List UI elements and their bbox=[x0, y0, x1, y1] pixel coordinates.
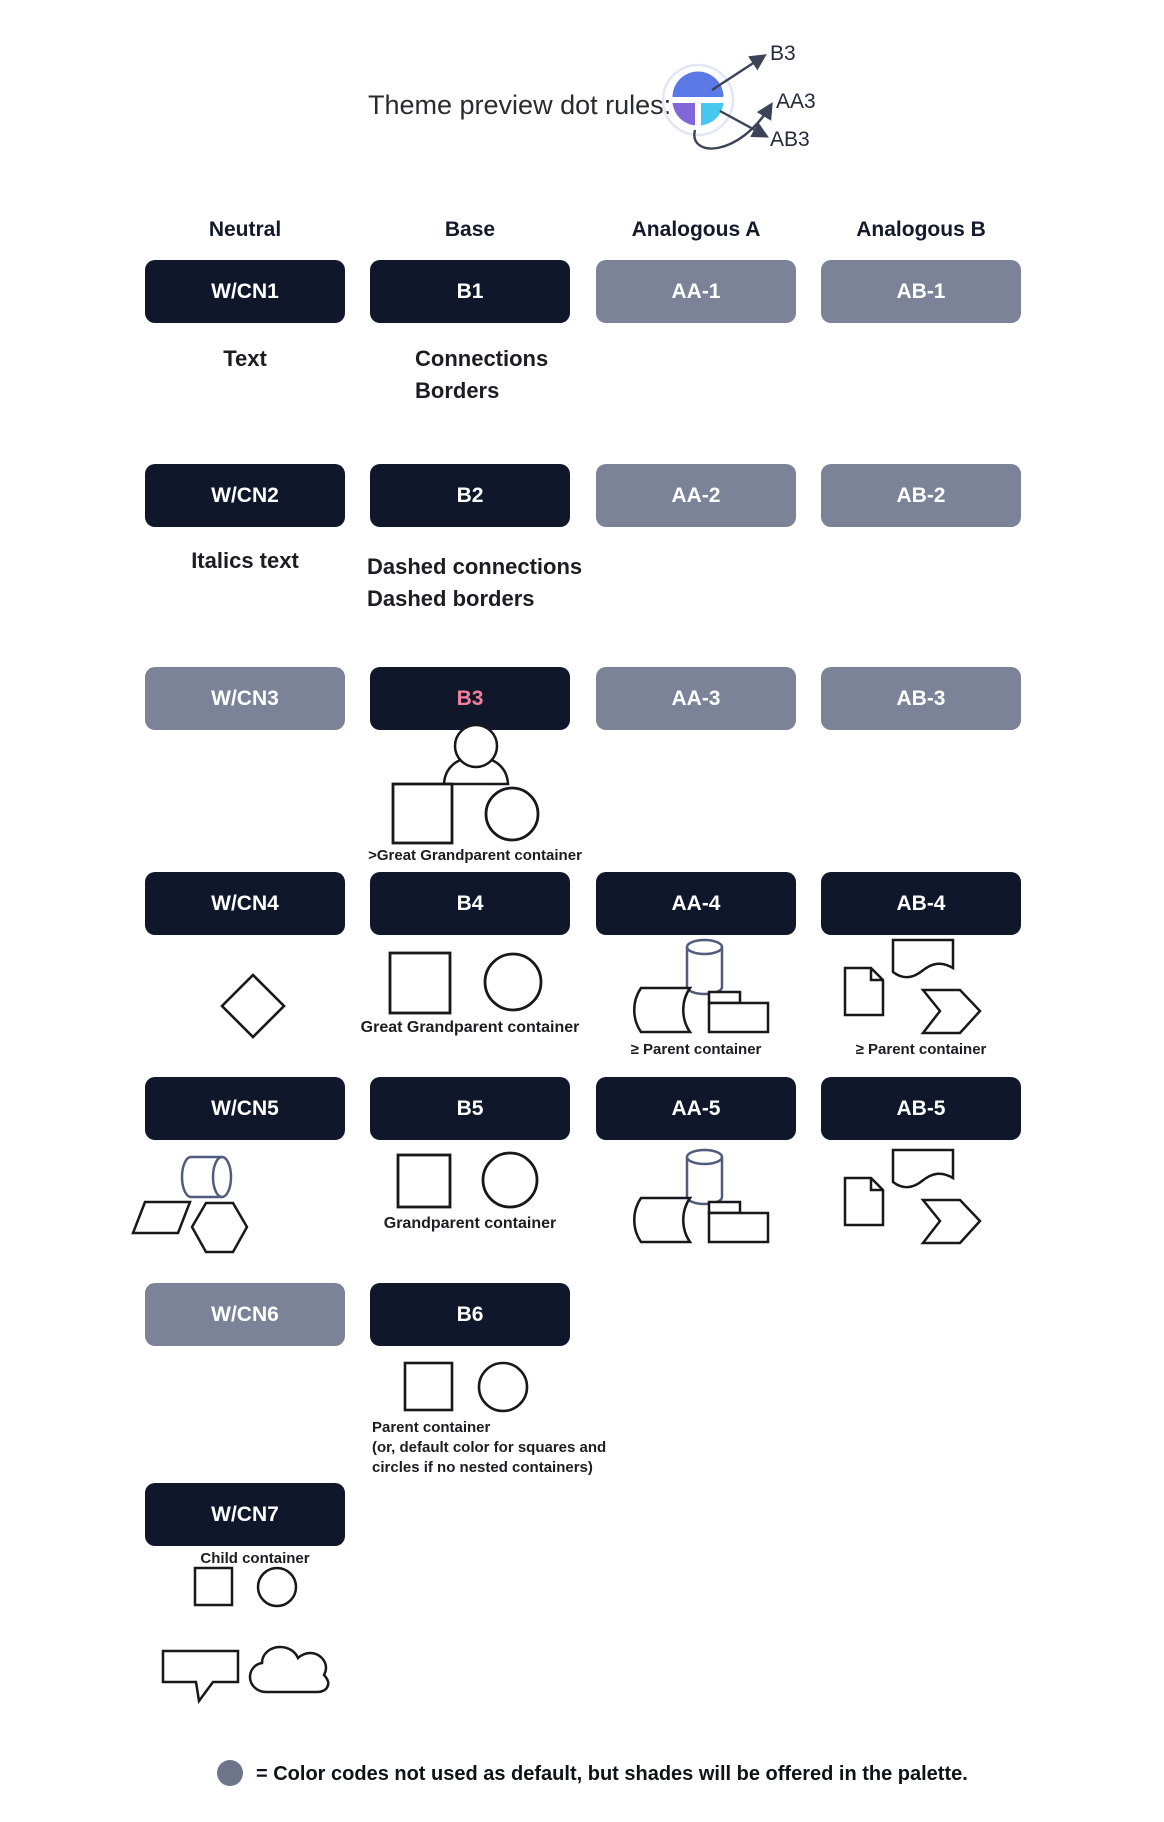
document-shape bbox=[893, 1150, 953, 1187]
stored-data-shape bbox=[634, 1198, 690, 1242]
pill-label: B5 bbox=[456, 1096, 484, 1120]
pill-aa1 bbox=[596, 260, 796, 323]
hexagon-shape bbox=[192, 1203, 247, 1252]
circle-shape bbox=[258, 1568, 296, 1606]
caption-child-container: Child container bbox=[200, 1550, 310, 1567]
caption-grandparent: Grandparent container bbox=[383, 1215, 557, 1232]
card-shape bbox=[709, 1003, 768, 1032]
pill-label: AA-3 bbox=[671, 686, 721, 710]
pill-label: W/CN2 bbox=[211, 483, 279, 507]
circle-shape bbox=[485, 954, 541, 1010]
caption-italics-text: Italics text bbox=[191, 548, 299, 573]
cylinder-top-icon bbox=[687, 940, 722, 954]
caption-great-grandparent-gt: >Great Grandparent container bbox=[368, 847, 582, 864]
column-header-neutral: Neutral bbox=[208, 218, 282, 241]
pill-b5 bbox=[370, 1077, 570, 1140]
caption-parent-a: ≥ Parent container bbox=[630, 1041, 762, 1058]
tab-shape bbox=[709, 992, 740, 1003]
caption-line: Borders bbox=[415, 378, 500, 403]
b5-shapes-group bbox=[390, 1150, 555, 1212]
pill-label: AB-2 bbox=[896, 483, 946, 507]
pill-label: AB-4 bbox=[896, 891, 946, 915]
horizontal-cylinder-end-icon bbox=[213, 1157, 231, 1197]
pill-aa2 bbox=[596, 464, 796, 527]
pill-ab4 bbox=[821, 872, 1021, 935]
column-header-analogous-b: Analogous B bbox=[856, 218, 986, 241]
wcn5-shapes-group bbox=[125, 1145, 260, 1257]
cylinder-top-icon bbox=[687, 1150, 722, 1164]
pill-label: B2 bbox=[456, 483, 484, 507]
legend-dot-icon bbox=[217, 1760, 243, 1786]
page-shape bbox=[845, 1178, 883, 1225]
pill-label: W/CN7 bbox=[211, 1502, 279, 1526]
pill-label: AB-1 bbox=[896, 279, 946, 303]
pill-b6 bbox=[370, 1283, 570, 1346]
pill-ab2 bbox=[821, 464, 1021, 527]
pill-label: AA-1 bbox=[671, 279, 721, 303]
caption-line: Dashed borders bbox=[367, 586, 535, 611]
pill-label: AB-5 bbox=[896, 1096, 946, 1120]
caption-text: Text bbox=[223, 346, 267, 371]
caption-parent-container bbox=[372, 1418, 632, 1478]
pill-ab3 bbox=[821, 667, 1021, 730]
circle-shape bbox=[486, 788, 538, 840]
pill-aa3 bbox=[596, 667, 796, 730]
wcn7-shapes-group bbox=[185, 1560, 315, 1615]
pill-label: B6 bbox=[456, 1302, 484, 1326]
caption-line: circles if no nested containers) bbox=[372, 1459, 593, 1476]
caption-parent-b: ≥ Parent container bbox=[855, 1041, 987, 1058]
caption-line: Parent container bbox=[372, 1419, 491, 1436]
arrow-to-b3 bbox=[712, 56, 764, 90]
caption-line: (or, default color for squares and bbox=[372, 1439, 607, 1456]
pill-aa5 bbox=[596, 1077, 796, 1140]
pill-ab1 bbox=[821, 260, 1021, 323]
pill-label: AA-4 bbox=[671, 891, 721, 915]
circle-shape bbox=[479, 1363, 527, 1411]
tab-shape bbox=[709, 1202, 740, 1213]
caption-connections-borders bbox=[415, 343, 548, 407]
aa4-shapes-group bbox=[620, 935, 790, 1037]
pill-b4 bbox=[370, 872, 570, 935]
pill-wcn3 bbox=[145, 667, 345, 730]
arrow-to-aa3 bbox=[694, 105, 771, 148]
person-head-icon bbox=[455, 725, 497, 767]
cloud-shape bbox=[250, 1647, 328, 1692]
speech-bubble-shape bbox=[163, 1651, 238, 1701]
pill-label: W/CN6 bbox=[211, 1302, 279, 1326]
arrow-to-ab3 bbox=[720, 111, 766, 136]
card-shape bbox=[709, 1213, 768, 1242]
pill-label: AA-5 bbox=[671, 1096, 721, 1120]
square-shape bbox=[390, 953, 450, 1013]
pill-wcn5 bbox=[145, 1077, 345, 1140]
square-shape bbox=[398, 1155, 450, 1207]
pill-b1 bbox=[370, 260, 570, 323]
legend-text: = Color codes not used as default, but shades will be offered in the palette. bbox=[256, 1763, 968, 1785]
pill-label: B1 bbox=[456, 279, 484, 303]
caption-dashed bbox=[367, 551, 582, 615]
wcn7-extra-shapes-group bbox=[150, 1635, 340, 1710]
square-shape bbox=[393, 784, 452, 843]
square-shape bbox=[195, 1568, 232, 1605]
diamond-shape bbox=[222, 975, 284, 1037]
wcn4-shapes-group bbox=[220, 973, 286, 1039]
parallelogram-shape bbox=[133, 1202, 190, 1233]
pill-aa4 bbox=[596, 872, 796, 935]
dot-label-b3: B3 bbox=[770, 42, 796, 65]
caption-great-grandparent: Great Grandparent container bbox=[360, 1019, 580, 1036]
ab5-shapes-group bbox=[835, 1145, 985, 1247]
pill-label: W/CN3 bbox=[211, 686, 279, 710]
stored-data-shape bbox=[634, 988, 690, 1032]
pill-label: AA-2 bbox=[671, 483, 721, 507]
b3-shapes-group bbox=[380, 720, 550, 846]
pill-b2 bbox=[370, 464, 570, 527]
page-title: Theme preview dot rules: bbox=[368, 90, 672, 120]
pill-label: W/CN5 bbox=[211, 1096, 279, 1120]
b6-shapes-group bbox=[395, 1358, 540, 1416]
pill-label: W/CN4 bbox=[211, 891, 279, 915]
dot-label-aa3: AA3 bbox=[776, 90, 816, 113]
caption-line: Connections bbox=[415, 346, 549, 371]
chevron-shape bbox=[923, 990, 980, 1033]
pill-wcn7 bbox=[145, 1483, 345, 1546]
column-header-analogous-a: Analogous A bbox=[631, 218, 761, 241]
b4-shapes-group bbox=[385, 948, 555, 1018]
caption-line: Dashed connections bbox=[367, 554, 583, 579]
pill-ab5 bbox=[821, 1077, 1021, 1140]
pill-label: B4 bbox=[456, 891, 484, 915]
circle-shape bbox=[483, 1153, 537, 1207]
pill-wcn2 bbox=[145, 464, 345, 527]
square-shape bbox=[405, 1363, 452, 1410]
pill-label: B3 bbox=[456, 686, 484, 710]
document-shape bbox=[893, 940, 953, 977]
dot-rule-arrows bbox=[640, 25, 840, 165]
pill-label: W/CN1 bbox=[211, 279, 279, 303]
ab4-shapes-group bbox=[835, 935, 985, 1037]
pill-wcn4 bbox=[145, 872, 345, 935]
dot-label-ab3: AB3 bbox=[770, 128, 810, 151]
pill-label: AB-3 bbox=[896, 686, 946, 710]
column-header-base: Base bbox=[444, 218, 496, 241]
chevron-shape bbox=[923, 1200, 980, 1243]
pill-wcn1 bbox=[145, 260, 345, 323]
page-shape bbox=[845, 968, 883, 1015]
aa5-shapes-group bbox=[620, 1145, 790, 1247]
pill-wcn6 bbox=[145, 1283, 345, 1346]
